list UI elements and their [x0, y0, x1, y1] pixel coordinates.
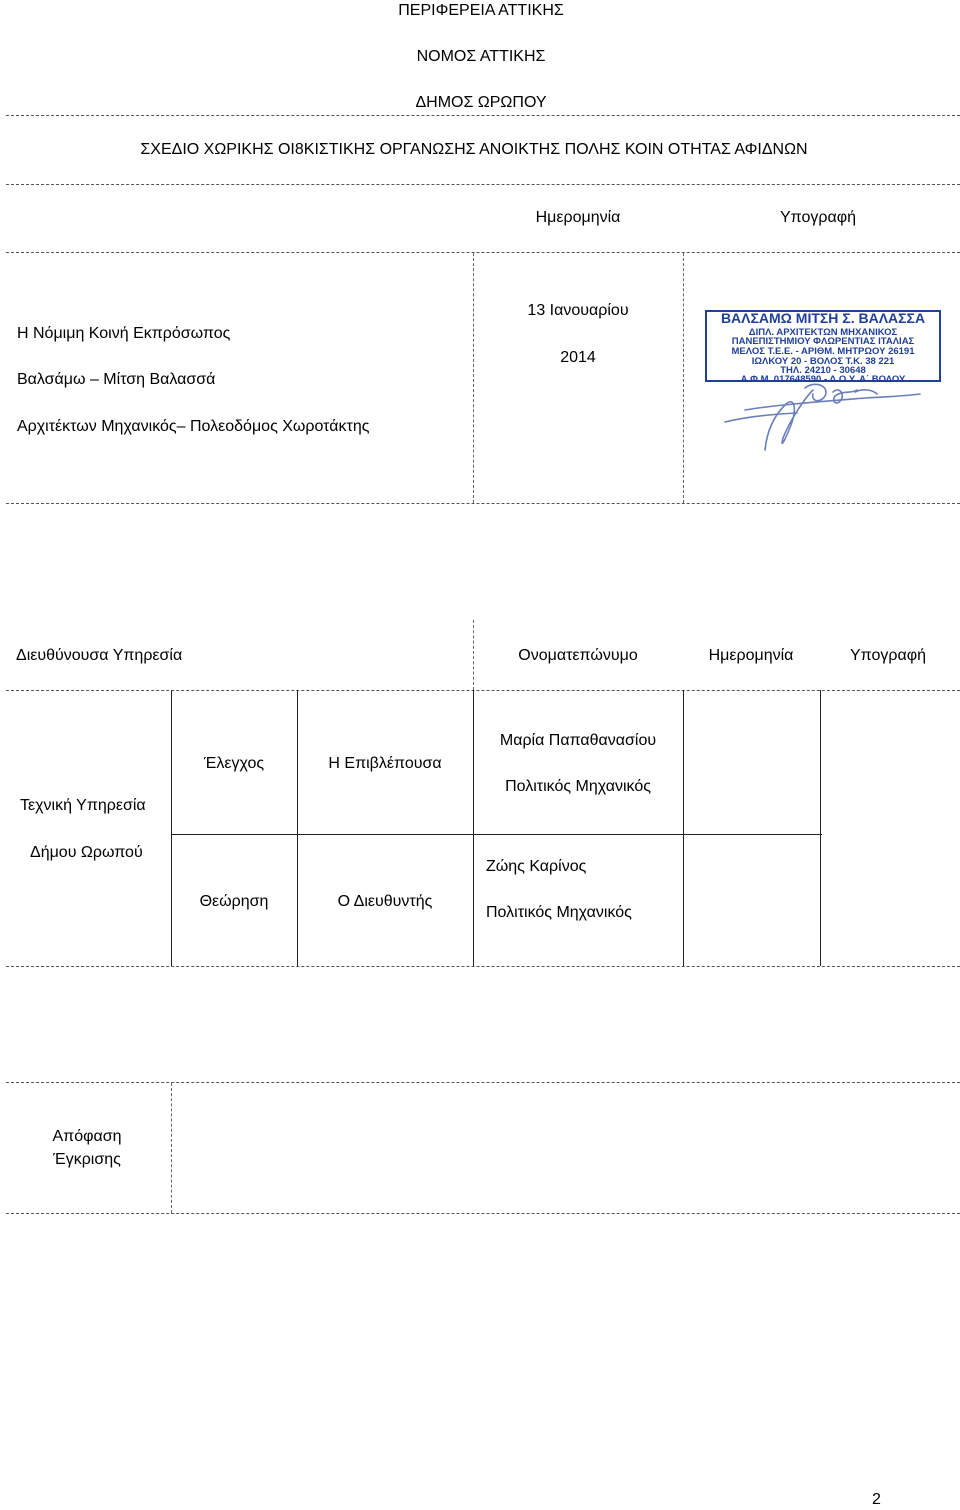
supervisor-title: Πολιτικός Μηχανικός [505, 778, 651, 795]
municipality-service-label: Δήμου Ωρωπού [30, 844, 143, 861]
column-divider [473, 253, 474, 503]
official-stamp [705, 310, 945, 460]
stamp-line: Α.Φ.Μ. 017648590 - Δ.Ο.Υ. Α΄ ΒΟΛΟΥ [740, 374, 906, 385]
handwritten-signature [705, 310, 945, 460]
representative-year: 2014 [560, 349, 596, 366]
signature-column-header: Υπογραφή [779, 209, 857, 226]
director-title: Πολιτικός Μηχανικός [486, 904, 632, 921]
signature-header: Υπογραφή [849, 647, 927, 664]
director-name: Ζώης Καρίνος [486, 858, 587, 875]
date-column-header: Ημερομηνία [535, 209, 621, 226]
stamp-line: ΤΗΛ. 24210 - 30648 [780, 365, 866, 376]
divider [6, 966, 960, 967]
stamp-line: ΙΩΛΚΟΥ 20 - ΒΟΛΟΣ Τ.Κ. 38 221 [751, 356, 895, 367]
divider [6, 690, 960, 691]
divider [6, 115, 960, 116]
table-border [683, 690, 684, 966]
divider [6, 252, 960, 253]
table-border [820, 690, 821, 966]
approval-label-line2: Έγκρισης [53, 1151, 121, 1168]
stamp-line: ΠΑΝΕΠΙΣΤΗΜΙΟΥ ΦΛΩΡΕΝΤΙΑΣ ΙΤΑΛΙΑΣ [731, 336, 915, 347]
page-number: 2 [872, 1491, 881, 1508]
supervisor-name: Μαρία Παπαθανασίου [499, 732, 657, 749]
representative-role: Η Νόμιμη Κοινή Εκπρόσωπος [17, 325, 231, 342]
municipality-heading: ΔΗΜΟΣ ΩΡΩΠΟΥ [415, 94, 547, 111]
approval-label-line1: Απόφαση [52, 1128, 122, 1145]
director-role: Ο Διευθυντής [337, 893, 433, 910]
column-divider [683, 253, 684, 503]
action-endorsement: Θεώρηση [199, 893, 269, 910]
column-divider [171, 1083, 172, 1213]
prefecture-heading: ΝΟΜΟΣ ΑΤΤΙΚΗΣ [416, 48, 546, 65]
table-row-border [171, 834, 822, 835]
supervisor-role: Η Επιβλέπουσα [328, 755, 442, 772]
table-border [473, 690, 474, 966]
table-border [297, 690, 298, 966]
divider [6, 184, 960, 185]
stamp-line: ΒΑΛΣΑΜΩ ΜΙΤΣΗ Σ. ΒΑΛΑΣΣΑ [720, 310, 926, 326]
action-check: Έλεγχος [203, 755, 265, 772]
representative-name: Βαλσάμω – Μίτση Βαλασσά [17, 371, 216, 388]
directing-service-header: Διευθύνουσα Υπηρεσία [16, 647, 183, 664]
divider [6, 503, 960, 504]
full-name-header: Ονοματεπώνυμο [518, 647, 638, 664]
technical-service-label: Τεχνική Υπηρεσία [20, 797, 146, 814]
region-heading: ΠΕΡΙΦΕΡΕΙΑ ΑΤΤΙΚΗΣ [398, 2, 564, 19]
representative-date: 13 Ιανουαρίου [527, 302, 629, 319]
stamp-line: ΔΙΠΛ. ΑΡΧΙΤΕΚΤΩΝ ΜΗΧΑΝΙΚΟΣ [748, 327, 898, 338]
representative-profession: Αρχιτέκτων Μηχανικός– Πολεοδόμος Χωροτάκτης [17, 418, 370, 435]
table-border [171, 690, 172, 966]
stamp-line: ΜΕΛΟΣ Τ.Ε.Ε. - ΑΡΙΘΜ. ΜΗΤΡΩΟΥ 26191 [731, 346, 915, 357]
plan-title: ΣΧΕΔΙΟ ΧΩΡΙΚΗΣ ΟΙ8ΚΙΣΤΙΚΗΣ ΟΡΓΑΝΩΣΗΣ ΑΝΟΙΚΤΗΣ ΠΟΛΗΣ ΚΟΙΝ ΟΤΗΤΑΣ ΑΦΙΔΝΩΝ [140, 141, 808, 158]
divider [6, 1082, 960, 1083]
date-header: Ημερομηνία [708, 647, 794, 664]
divider [6, 1213, 960, 1214]
column-divider [473, 620, 474, 690]
